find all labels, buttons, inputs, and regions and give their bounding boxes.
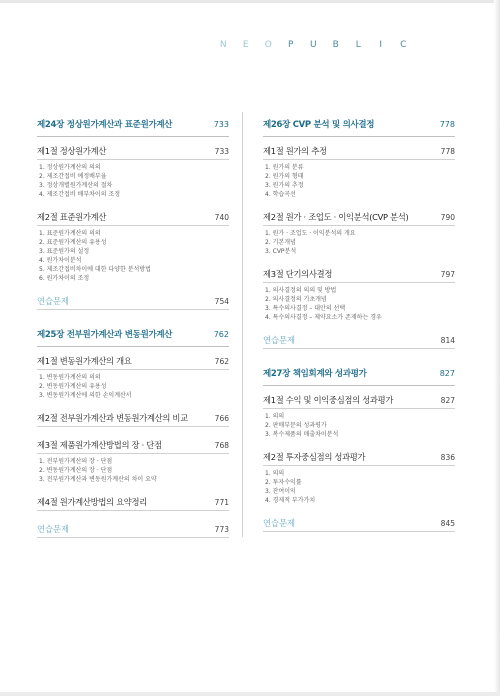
brand-letter: U — [309, 40, 317, 50]
list-item: 5. 제조간접비차이에 대한 다양한 분석방법 — [39, 266, 151, 273]
list-item: 4. 원가차이분석 — [39, 257, 82, 264]
section-items — [263, 469, 455, 505]
toc-section[interactable] — [263, 145, 455, 160]
list-item: 2. 의사결정의 기초개념 — [265, 296, 327, 303]
brand-letter: P — [288, 40, 294, 50]
section-items — [263, 229, 455, 256]
section-title: 제2절 원가 · 조업도 · 이익분석(CVP 분석) — [263, 212, 409, 222]
toc-practice[interactable] — [263, 517, 455, 532]
list-item: 2. 표준원가계산의 유용성 — [39, 239, 107, 246]
section-items — [37, 457, 229, 484]
list-item: 1. 변동원가계산의 의의 — [39, 374, 101, 381]
toc-section[interactable] — [37, 496, 229, 511]
list-item: 2. 제조간접비 예정배부율 — [39, 173, 107, 180]
toc-chapter-24[interactable] — [37, 118, 229, 137]
list-item: 4. 경제적 부가가치 — [265, 497, 316, 504]
toc-practice[interactable] — [263, 334, 455, 349]
section-page: 768 — [214, 441, 229, 450]
list-item: 2. 판매부문의 성과평가 — [265, 422, 327, 429]
practice-title: 연습문제 — [263, 518, 296, 528]
list-item: 4. 제조간접비 배부차이의 조정 — [39, 191, 120, 198]
section-items — [263, 163, 455, 199]
section-title: 제4절 원가계산방법의 요약정리 — [37, 497, 147, 507]
practice-title: 연습문제 — [37, 524, 70, 534]
list-item: 2. 기본개념 — [265, 239, 296, 246]
list-item: 3. CVP분석 — [265, 248, 297, 255]
list-item: 1. 표준원가계산의 의의 — [39, 230, 101, 237]
toc-section[interactable] — [37, 145, 229, 160]
chapter-title: 제27장 책임회계와 성과평가 — [263, 369, 367, 379]
section-page: 797 — [440, 270, 455, 279]
list-item: 2. 원가의 형태 — [265, 173, 304, 180]
section-items — [37, 229, 229, 283]
brand-letter: L — [355, 40, 361, 50]
section-items — [37, 373, 229, 400]
toc-practice[interactable] — [37, 295, 229, 310]
list-item: 3. 특수의사결정 – 대안의 선택 — [265, 305, 346, 312]
toc-practice[interactable] — [37, 523, 229, 538]
toc-section[interactable] — [37, 439, 229, 454]
chapter-page: 778 — [439, 120, 455, 129]
page-top-edge — [0, 0, 500, 3]
toc-section[interactable] — [37, 355, 229, 370]
page-bottom-edge — [0, 692, 500, 696]
toc-chapter-26[interactable] — [263, 118, 455, 137]
list-item: 1. 의사결정의 의의 및 방법 — [265, 287, 337, 294]
section-title: 제2절 전부원가계산과 변동원가계산의 비교 — [37, 413, 188, 423]
list-item: 3. 전부원가계산과 변동원가계산의 차이 요약 — [39, 476, 157, 483]
toc-right-column — [263, 118, 455, 550]
section-page: 733 — [214, 147, 229, 156]
section-title: 제1절 변동원가계산의 개요 — [37, 356, 132, 366]
list-item: 1. 의의 — [265, 413, 285, 420]
brand-neo-public — [212, 40, 415, 50]
toc-section[interactable] — [37, 211, 229, 226]
section-title: 제3절 제품원가계산방법의 장 · 단점 — [37, 440, 162, 450]
section-page: 827 — [440, 396, 455, 405]
toc-section[interactable] — [263, 268, 455, 283]
section-title: 제1절 수익 및 이익중심점의 성과평가 — [263, 395, 394, 405]
section-items — [263, 412, 455, 439]
section-title: 제1절 원가의 추정 — [263, 146, 327, 156]
list-item: 1. 의의 — [265, 470, 285, 477]
list-item: 1. 전부원가계산의 장 · 단점 — [39, 458, 113, 465]
list-item: 4. 학습곡선 — [265, 191, 296, 198]
toc-section[interactable] — [263, 211, 455, 226]
chapter-title: 제24장 정상원가계산과 표준원가계산 — [37, 120, 173, 130]
list-item: 2. 변동원가계산의 장 · 단점 — [39, 467, 113, 474]
page-spine-shadow — [494, 0, 500, 696]
brand-letter: I — [379, 40, 383, 50]
list-item: 3. 복수제품의 매출차이분석 — [265, 431, 339, 438]
section-page: 740 — [214, 213, 229, 222]
list-item: 3. 정상개별원가계산의 절차 — [39, 182, 113, 189]
brand-letter: B — [332, 40, 339, 50]
brand-letter: C — [400, 40, 407, 50]
chapter-page: 827 — [439, 369, 455, 378]
chapter-page: 762 — [213, 330, 229, 339]
practice-title: 연습문제 — [263, 335, 296, 345]
list-item: 3. 변동원가계산에 의한 손익계산서 — [39, 392, 132, 399]
list-item: 3. 표준원가의 설정 — [39, 248, 90, 255]
list-item: 1. 원가 · 조업도 · 이익분석의 개요 — [265, 230, 356, 237]
toc-section[interactable] — [263, 394, 455, 409]
chapter-title: 제25장 전부원가계산과 변동원가계산 — [37, 330, 173, 340]
practice-page: 845 — [440, 519, 455, 528]
toc-chapter-27[interactable] — [263, 367, 455, 386]
toc-section[interactable] — [263, 451, 455, 466]
chapter-title: 제26장 CVP 분석 및 의사결정 — [263, 120, 375, 130]
column-divider — [242, 112, 243, 537]
section-page: 778 — [440, 147, 455, 156]
toc-chapter-25[interactable] — [37, 328, 229, 347]
list-item: 2. 변동원가계산의 유용성 — [39, 383, 107, 390]
section-title: 제3절 단기의사결정 — [263, 269, 333, 279]
practice-page: 754 — [214, 297, 229, 306]
section-items — [263, 286, 455, 322]
section-page: 836 — [440, 453, 455, 462]
list-item: 6. 원가차이의 조정 — [39, 275, 90, 282]
list-item: 3. 잔여이익 — [265, 488, 296, 495]
brand-letter: N — [219, 40, 227, 50]
section-page: 762 — [214, 357, 229, 366]
practice-title: 연습문제 — [37, 296, 70, 306]
section-items — [37, 163, 229, 199]
section-page: 766 — [214, 414, 229, 423]
list-item: 4. 특수의사결정 – 제약요소가 존재하는 경우 — [265, 314, 382, 321]
section-page: 790 — [440, 213, 455, 222]
chapter-page: 733 — [213, 120, 229, 129]
section-page: 771 — [214, 498, 229, 507]
section-title: 제1절 정상원가계산 — [37, 146, 107, 156]
section-title: 제2절 투자중심점의 성과평가 — [263, 452, 366, 462]
brand-letter: E — [242, 40, 249, 50]
toc-section[interactable] — [37, 412, 229, 427]
practice-page: 773 — [214, 525, 229, 534]
list-item: 2. 투자수익률 — [265, 479, 302, 486]
practice-page: 814 — [440, 336, 455, 345]
list-item: 1. 원가의 분류 — [265, 164, 304, 171]
brand-letter: O — [264, 40, 272, 50]
toc-left-column — [37, 118, 229, 556]
list-item: 3. 원가의 추정 — [265, 182, 304, 189]
section-title: 제2절 표준원가계산 — [37, 212, 107, 222]
list-item: 1. 정상원가계산의 의의 — [39, 164, 101, 171]
